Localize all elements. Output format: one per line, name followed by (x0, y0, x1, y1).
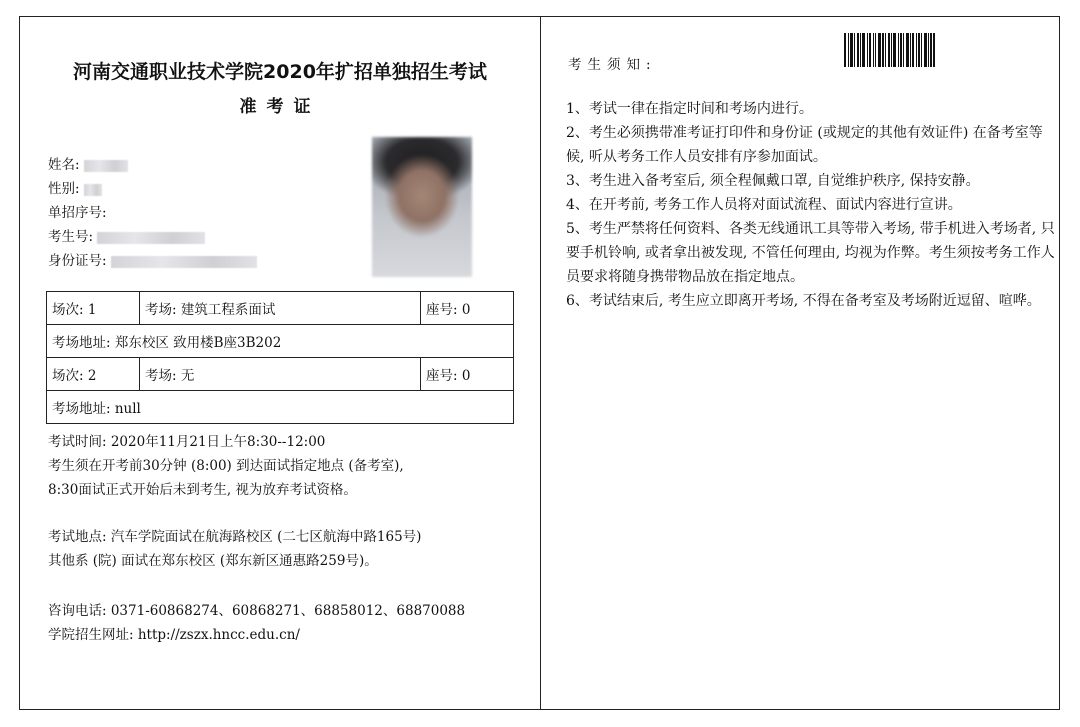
notice-list (566, 97, 1056, 313)
id-label: 身份证号: (48, 253, 107, 269)
exam-no-field (48, 227, 205, 247)
center-divider (540, 17, 541, 709)
seat-cell: 座号: 0 (421, 292, 514, 325)
app-no-field (48, 203, 107, 223)
id-field (48, 251, 257, 271)
address-row (47, 325, 514, 358)
exam-session-table (46, 291, 514, 424)
ticket-title: 河南交通职业技术学院2020年扩招单独招生考试 (73, 61, 487, 83)
contact-website[interactable]: 学院招生网址: http://zszx.hncc.edu.cn/ (48, 627, 300, 643)
contact-block (48, 599, 465, 647)
address-row (47, 391, 514, 424)
notice-item: 4、在开考前, 考务工作人员将对面试流程、面试内容进行宣讲。 (566, 197, 962, 213)
info-line: 8:30面试正式开始后未到考生, 视为放弃考试资格。 (48, 482, 357, 498)
admission-ticket (19, 16, 1060, 710)
info-line: 考生须在开考前30分钟 (8:00) 到达面试指定地点 (备考室), (48, 458, 404, 474)
exam-no-label: 考生号: (48, 229, 94, 245)
barcode (844, 33, 968, 67)
gender-label: 性别: (48, 181, 80, 197)
exam-location-block (48, 525, 421, 573)
notice-item: 2、考生必须携带准考证打印件和身份证 (或规定的其他有效证件) 在备考室等候, 听从考务工作人员安排有序参加面试。 (566, 125, 1043, 165)
address-cell: 考场地址: 郑东校区 致用楼B座3B202 (47, 325, 514, 358)
exam-no-redacted (97, 232, 205, 244)
notice-title: 考生须知: (568, 57, 657, 73)
name-label: 姓名: (48, 157, 80, 173)
info-line: 其他系 (院) 面试在郑东校区 (郑东新区通惠路259号)。 (48, 553, 378, 569)
notice-item: 5、考生严禁将任何资料、各类无线通讯工具等带入考场, 带手机进入考场者, 只要手机铃响, 或者拿出被发现, 不管任何理由, 均视为作弊。考生须按考务工作人员要求将随身携带物品放在指定地点。 (566, 221, 1055, 285)
contact-phone: 咨询电话: 0371-60868274、60868271、68858012、68870088 (48, 603, 466, 619)
session-row (47, 358, 514, 391)
ticket-subtitle: 准考证 (239, 97, 321, 117)
notice-item: 1、考试一律在指定时间和考场内进行。 (566, 101, 813, 117)
info-line: 考试地点: 汽车学院面试在航海路校区 (二七区航海中路165号) (48, 529, 422, 545)
candidate-photo (372, 137, 472, 277)
session-cell: 场次: 2 (47, 358, 140, 391)
room-cell: 考场: 无 (140, 358, 421, 391)
session-row (47, 292, 514, 325)
exam-time-block (48, 430, 404, 502)
name-redacted (84, 160, 128, 172)
session-cell: 场次: 1 (47, 292, 140, 325)
address-cell: 考场地址: null (47, 391, 514, 424)
info-line: 考试时间: 2020年11月21日上午8:30--12:00 (48, 434, 326, 450)
notice-item: 3、考生进入备考室后, 须全程佩戴口罩, 自觉维护秩序, 保持安静。 (566, 173, 980, 189)
gender-field (48, 179, 102, 199)
gender-redacted (84, 184, 102, 196)
room-cell: 考场: 建筑工程系面试 (140, 292, 421, 325)
app-no-label: 单招序号: (48, 205, 107, 221)
notice-item: 6、考试结束后, 考生应立即离开考场, 不得在备考室及考场附近逗留、喧哗。 (566, 293, 1041, 309)
name-field (48, 155, 128, 175)
seat-cell: 座号: 0 (421, 358, 514, 391)
id-redacted (111, 256, 257, 268)
